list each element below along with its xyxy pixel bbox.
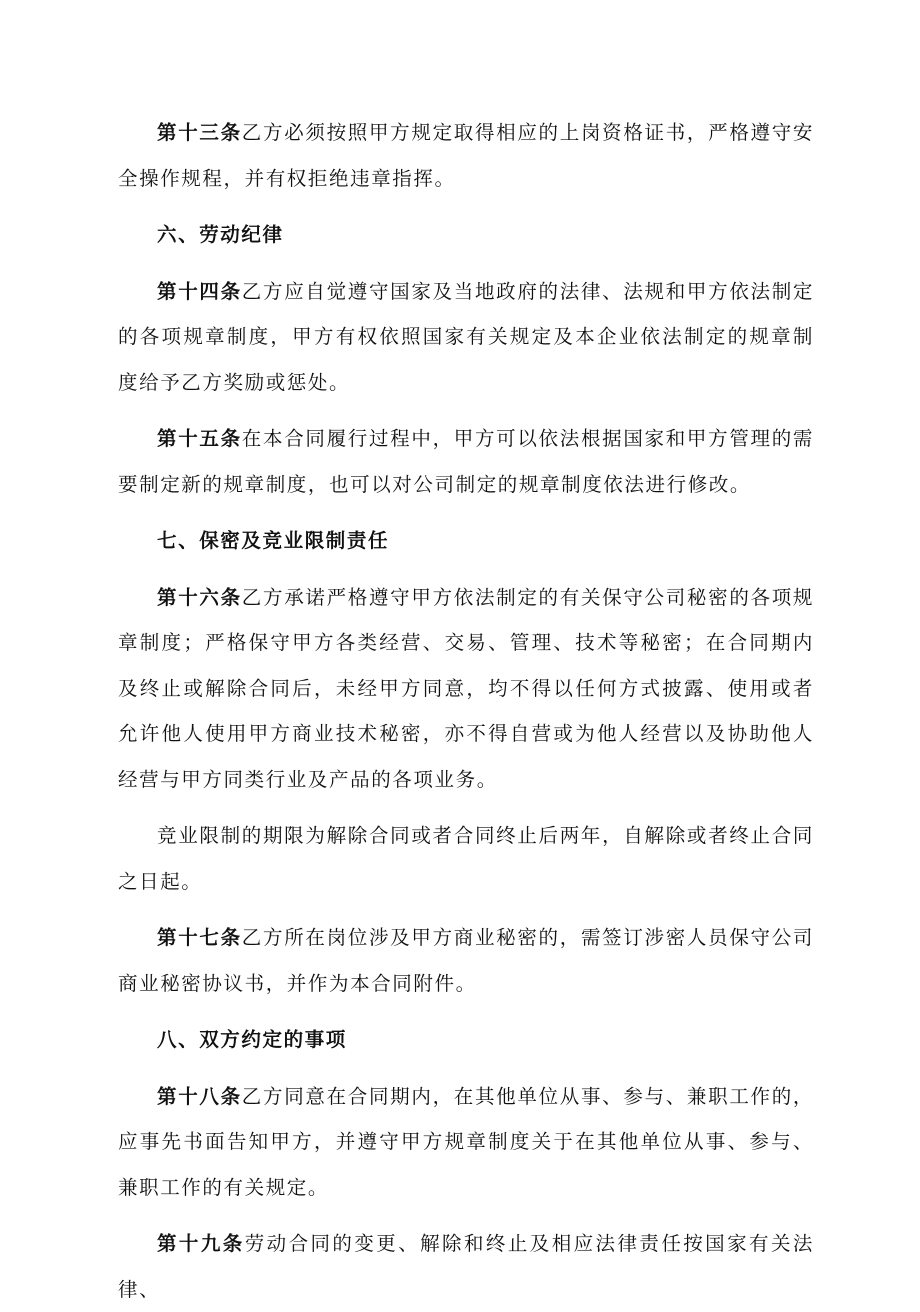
article-text: 乙方应自觉遵守国家及当地政府的法律、法规和甲方依法制定的各项规章制度，甲方有权依照国家有关规定及本企业依法制定的规章制度给予乙方奖励或惩处。 [118,279,815,394]
article-19 [118,1221,814,1312]
article-18 [118,1074,814,1211]
document-page [118,110,814,1312]
article-text: 乙方所在岗位涉及甲方商业秘密的，需签订涉密人员保守公司商业秘密协议书，并作为本合同附件。 [118,926,815,995]
article-17 [118,915,814,1006]
article-13 [118,110,814,201]
article-number: 第十九条 [157,1232,245,1255]
article-text: 劳动合同的变更、解除和终止及相应法律责任按国家有关法律、 [118,1232,814,1301]
article-text: 在本合同履行过程中，甲方可以依法根据国家和甲方管理的需要制定新的规章制度，也可以对公司制定的规章制度依法进行修改。 [118,427,815,496]
section-heading-7: 七、保密及竞业限制责任 [157,529,390,552]
article-14 [118,269,814,406]
article-number: 第十三条 [157,121,242,144]
article-16 [118,575,814,803]
article-number: 第十五条 [157,427,242,450]
article-number: 第十四条 [157,279,242,303]
article-number: 第十六条 [157,585,242,609]
article-text: 乙方同意在合同期内，在其他单位从事、参与、兼职工作的，应事先书面告知甲方，并遵守甲方规章制度关于在其他单位从事、参与、兼职工作的有关规定。 [118,1084,815,1199]
article-text: 乙方必须按照甲方规定取得相应的上岗资格证书，严格遵守安全操作规程，并有权拒绝违章指挥。 [118,121,815,190]
article-15 [118,416,814,507]
article-text: 乙方承诺严格遵守甲方依法制定的有关保守公司秘密的各项规章制度；严格保守甲方各类经营、交易、管理、技术等秘密；在合同期内及终止或解除合同后，未经甲方同意，均不得以任何方式披露、使用或者允许他人使用甲方商业技术秘密，亦不得自营或为他人经营以及协助他人经营与甲方同类行业及产品的各项业务。 [118,585,815,791]
section-heading-8: 八、双方约定的事项 [157,1028,347,1051]
article-number: 第十八条 [157,1084,242,1108]
non-compete-paragraph: 竞业限制的期限为解除合同或者合同终止后两年，自解除或者终止合同之日起。 [118,824,814,893]
section-heading-6: 六、劳动纪律 [157,223,284,246]
article-number: 第十七条 [157,926,242,949]
